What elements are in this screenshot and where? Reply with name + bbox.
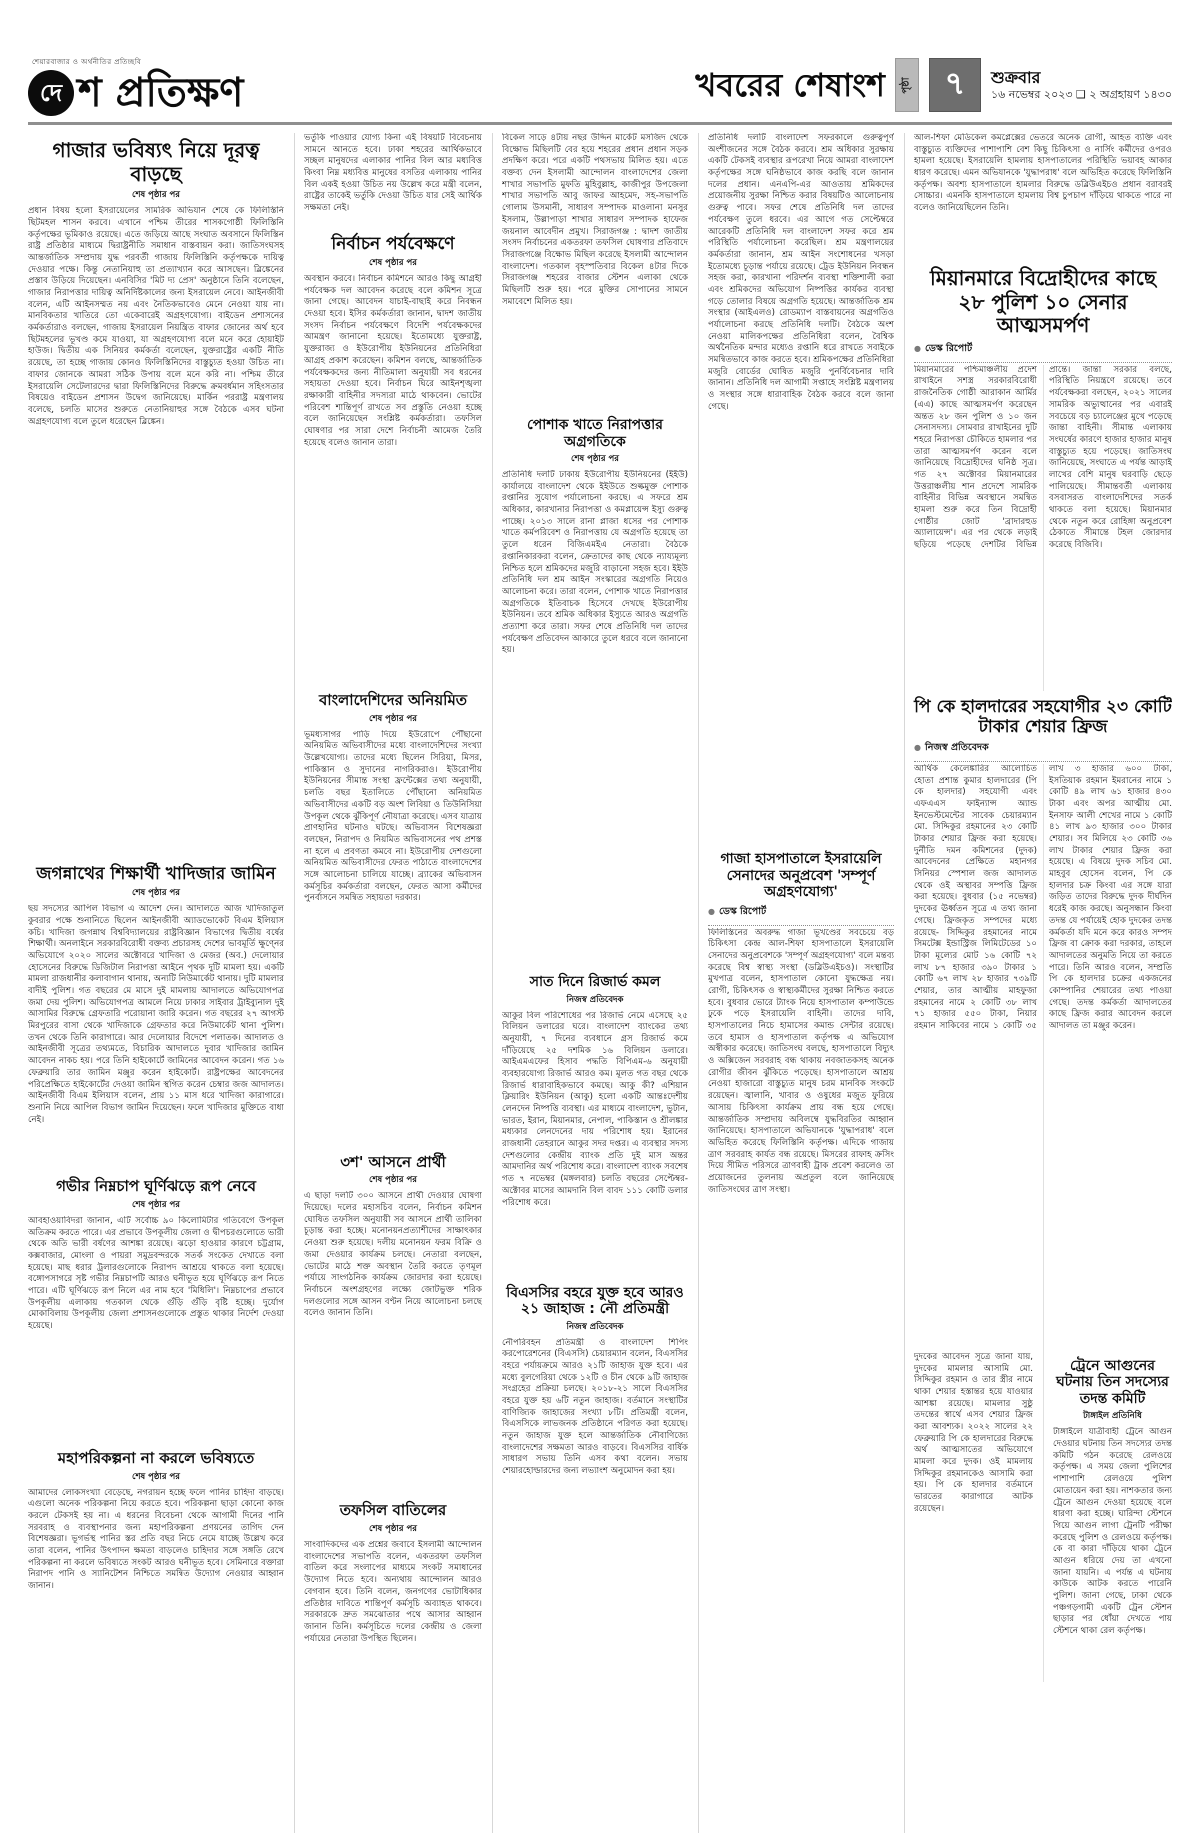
body-candidates-300: এ ছাড়া দলটি ৩০০ আসনে প্রার্থী দেওয়ার ঘোষণা দিয়েছে। দলের মহাসচিব বলেন, নির্বাচন কমিশন ঘোষিত তফসিল অনুযায়ী সব আসনে প্রার্থী তালিকা চূড়ান্ত করা হচ্ছে। মনোনয়নপ্রত্যাশীদের সাক্ষাৎকার নেওয়া শুরু হয়েছে। দলীয় মনোনয়ন ফরম বিক্রি ও জমা দেওয়ার কার্যক্রম চলছে। নেতারা বলছেন, ভোটের মাঠে শক্ত অবস্থান তৈরি করতে তৃণমূল পর্যায়ে সাংগঠনিক কার্যক্রম জোরদার করা হয়েছে। নির্বাচনে অংশগ্রহণের লক্ষ্যে জোটভুক্ত শরিক দলগুলোর সঙ্গে আসন বণ্টন নিয়ে আলোচনা চলছে বলেও জানান তিনি। (304, 1191, 482, 1319)
continued-label: শেষ পৃষ্ঠার পর (132, 888, 180, 899)
body-khadija: ছয় সদস্যের আপিল বিভাগ এ আদেশ দেন। আদালতে আজ খাদিজাতুল কুবরার পক্ষে শুনানিতে ছিলেন আইনজীবী অ্যাডভোকেট বিএম ইলিয়াস কচি। খাদিজা জগন্নাথ বিশ্ববিদ্যালয়ের রাষ্ট্রবিজ্ঞান বিভাগের দ্বিতীয় বর্ষের শিক্ষার্থী। অনলাইনে সরকারবিরোধী বক্তব্য প্রচারসহ দেশের ভাবমূর্তি ক্ষুণ্নের অভিযোগে ২০২০ সালের অক্টোবরে খাদিজা ও মেজর (অব.) দেলোয়ার হোসেনের বিরুদ্ধে ডিজিটাল নিরাপত্তা আইনে পৃথক দুটি মামলা হয়। একটি মামলা রাজধানীর কলাবাগান থানায়, অন্যটি নিউমার্কেট থানায়। দুটি মামলার বাদীই পুলিশ। গত বছরের মে মাসে দুই মামলায় আদালতে অভিযোগপত্র জমা দেয় পুলিশ। অভিযোগপত্র আমলে নিয়ে ঢাকার সাইবার ট্রাইব্যুনাল দুই আসামির বিরুদ্ধে গ্রেফতারি পরোয়ানা জারি করেন। গত বছরের ২৭ আগস্ট মিরপুরের বাসা থেকে খাদিজাকে গ্রেফতার করে নিউমার্কেট থানা পুলিশ। তখন থেকে তিনি কারাগারে। আর দেলোয়ার বিদেশে পলাতক। আদালত ও আইনজীবী সূত্রের তথ্যমতে, বিচারিক আদালতে দুবার খাদিজার জামিন আবেদন নাকচ হয়। পরে তিনি হাইকোর্টে জামিনের আবেদন করেন। গত ১৬ ফেব্রুয়ারি তার জামিন মঞ্জুর করেন হাইকোর্ট। রাষ্ট্রপক্ষের আবেদনের পরিপ্রেক্ষিতে হাইকোর্টের দেওয়া জামিন স্থগিত করেন চেম্বার জজ আদালত। আইনজীবী বিএম ইলিয়াস বলেন, প্রায় ১১ মাস ধরে খাদিজা কারাগারে। শুনানি নিয়ে আপিল বিভাগ জামিন দিয়েছেন। ফলে খাদিজার মুক্তিতে বাধা নেই। (28, 904, 284, 1125)
headline-garment-safety: পোশাক খাতে নিরাপত্তার অগ্রগতিকে (527, 417, 663, 450)
bullet-icon: ● (708, 906, 715, 916)
continued-label: শেষ পৃষ্ঠার পর (369, 713, 417, 724)
page-number-badge: ৭ (929, 58, 981, 112)
article-reserve-fell (502, 974, 688, 1279)
body-masterplan: আমাদের লোকসংখ্যা বেড়েছে, নগরায়ন হচ্ছে ফলে পানির চাহিদা বাড়ছে। এগুলো অনেক পরিকল্পনা নিয়ে করতে হবে। পরিকল্পনা ছাড়া কোনো কাজ করলে টেকসই হয় না। এ ধরনের বিবেচনা থেকে আগামী দিনের পানি সরবরাহ ও ব্যবস্থাপনার জন্য মহাপরিকল্পনা প্রণয়নের তাগিদ দেন বিশেষজ্ঞরা। ভূগর্ভস্থ পানির স্তর প্রতি বছর নিচে নেমে যাচ্ছে উল্লেখ করে তারা বলেন, পানির উৎপাদন ক্ষমতা বাড়লেও চাহিদার সঙ্গে সঙ্গতি রেখে পরিকল্পনা না করলে ভবিষ্যতে সংকট আরও ঘনীভূত হবে। সেমিনারে বক্তারা নিরাপদ পানি ও স্যানিটেশন নিশ্চিতে সমন্বিত উদ্যোগ নেওয়ার আহ্বান জানান। (28, 1487, 284, 1592)
article-gaza-future (28, 139, 284, 858)
column-2 (294, 133, 482, 1833)
article-candidates-300 (304, 1154, 482, 1497)
continued-label: শেষ পৃষ্ঠার পর (369, 1524, 417, 1535)
page-header (28, 6, 1172, 125)
headline-gaza-hospital: গাজা হাসপাতালে ইসরায়েলি সেনাদের অনুপ্রবেশ 'সম্পূর্ণ অগ্রহণযোগ্য' (720, 851, 882, 901)
headline-gaza-future: গাজার ভবিষ্যৎ নিয়ে দূরত্ব বাড়ছে (52, 138, 260, 186)
section-title: খবরের শেষাংশ (695, 66, 885, 104)
article-pk-haldar (914, 697, 1172, 1352)
column-3 (492, 133, 688, 1833)
continued-label: শেষ পৃষ্ঠার পর (132, 1199, 180, 1210)
headline-election-observe: নির্বাচন পর্যবেক্ষণে (331, 234, 455, 254)
continued-label: শেষ পৃষ্ঠার পর (132, 190, 180, 201)
continued-label: শেষ পৃষ্ঠার পর (571, 454, 619, 465)
body-pk-haldar: আর্থিক কেলেঙ্কারির আলোচিত হোতা প্রশান্ত কুমার হালদারের (পি কে হালদার) সহযোগী এবং এফএএস ফাইন্যান্স অ্যান্ড ইনভেস্টমেন্টের সাবেক চেয়ারম্যান মো. সিদ্দিকুর রহমানের ২৩ কোটি টাকার শেয়ার ফ্রিজ করা হয়েছে। দুর্নীতি দমন কমিশনের (দুদক) আবেদনের প্রেক্ষিতে মহানগর সিনিয়র স্পেশাল জজ আদালত থেকে ওই অস্থাবর সম্পত্তি ফ্রিজ করা হয়েছে। বুধবার (১৫ নভেম্বর) দুদকের ঊর্ধ্বতন সূত্রে এ তথ্য জানা গেছে। ফ্রিজকৃত সম্পদের মধ্যে রয়েছে- সিদ্দিকুর রহমানের নামে সিমটেক্স ইন্ডাস্ট্রিজ লিমিটেডের ১০ টাকা মূল্যের মোট ১৬ কোটি ৭২ লাখ ৮৭ হাজার ৩৯০ টাকার ১ কোটি ৬৭ লাখ ২৮ হাজার ৭৩৯টি শেয়ার, তার আত্মীয় মাহফুজা রহমানের নামে ২ কোটি ৩৮ লাখ ৭১ হাজার ৫৫০ টাকা, নিয়ার রহমান সাকিবের নামে ১ কোটি ৩৫ লাখ ৩ হাজার ৬০০ টাকা, ইসতিয়াক রহমান ইমরানের নামে ১ কোটি ৪৯ লাখ ৬১ হাজার ৪৩০ টাকা এবং অপর আত্মীয় মো. ইনসাফ আলী শেখের নামে ১ কোটি ৪১ লাখ ৯৩ হাজার ৩০০ টাকার শেয়ার। সব মিলিয়ে ২৩ কোটি ৩৬ লাখ টাকার শেয়ার ফ্রিজ করা হয়েছে। এ বিষয়ে দুদক সচিব মো. মাহবুব হোসেন বলেন, পি কে হালদার চক্র কিংবা এর সঙ্গে যারা জড়িত তাদের বিরুদ্ধে দুদক দীর্ঘদিন ধরেই কাজ করছে। অনুসন্ধান কিংবা তদন্ত যে পর্যায়েই হোক দুদকের তদন্ত কর্মকর্তা যদি মনে করে কারও সম্পদ ফ্রিজ বা ক্রোক করা দরকার, তাহলে আদালতের অনুমতি নিয়ে তা করতে পারে। তিনি আরও বলেন, সম্প্রতি পি কে হালদার চক্রের একজনের কোম্পানির শেয়ারের তথ্য পাওয়া গেছে। তদন্ত কর্মকর্তা আদালতের কাছে ফ্রিজ করার আবেদন করলে আদালত তা মঞ্জুর করেন। (914, 763, 1172, 1031)
continued-label: শেষ পৃষ্ঠার পর (132, 1471, 180, 1482)
article-bangladeshi-irregular (304, 692, 482, 1148)
article-gaza-hospital (708, 851, 894, 1780)
article-train-fire (1043, 1352, 1172, 1682)
masthead-text: শ প্রতিক্ষণ (78, 70, 244, 116)
headline-train-fire: ট্রেনে আগুনের ঘটনায় তিন সদস্যের তদন্ত কমিটি (1056, 1357, 1169, 1407)
column-5-bottom-row (914, 1352, 1172, 1682)
masthead-block (28, 56, 244, 116)
dateline: ১৬ নভেম্বর ২০২৩ ❑ ২ অগ্রহায়ণ ১৪৩০ (990, 88, 1172, 102)
body-col2-top: ভর্তুকি পাওয়ার যোগ্য কিনা এই বিষয়টি বিবেচনায় সামনে আনতে হবে। ঢাকা শহরের আর্থিকভাবে সচ্ছল মানুষদের এলাকার পানির বিল আর মধ্যবিত্ত কিংবা নিম্ন মধ্যবিত্ত মানুষের বসতির এলাকায় পানির বিল একই হওয়া উচিত নয় উল্লেখ করে মন্ত্রী বলেন, রাষ্ট্রের তাকেই ভর্তুকি দেওয়া উচিত যার সেই আর্থিক সক্ষমতা নেই। (304, 133, 482, 214)
body-col3-top: বিকেল সাড়ে ৪টায় নছর উদ্দিন মার্কেট মসজিদ থেকে বিক্ষোভ মিছিলটি বের হয়ে শহরের প্রধান প্রধান সড়ক প্রদক্ষিণ করে। পরে একটি পথসভায় মিলিত হয়। এতে বক্তব্য দেন ইসলামী আন্দোলন বাংলাদেশের জেলা শাখার সভাপতি মুফতি মুহিবুল্লাহ, কাজীপুর উপজেলা শাখার সভাপতি আবু জাফর আহমেদ, সহ-সভাপতি গোলাম উসমানী, সাধারণ সম্পাদক মাওলানা মনসুর ইসলাম, উল্লাপাড়া শাখার সাধারণ সম্পাদক হাফেজ জয়নাল আবেদীন প্রমুখ। সিরাজগঞ্জ : দ্বাদশ জাতীয় সংসদ নির্বাচনের একতরফা তফসিল ঘোষণার প্রতিবাদে সিরাজগঞ্জে বিক্ষোভ মিছিল করেছে ইসলামী আন্দোলন বাংলাদেশ। গতকাল বৃহস্পতিবার বিকেল ৪টার দিকে সিরাজগঞ্জ শহরের বাজার স্টেশন এলাকা থেকে মিছিলটি শুরু হয়। পরে মুক্তির সোপানের সামনে সমাবেশে মিলিত হয়। (502, 133, 688, 307)
body-myanmar-surrender: মিয়ানমারের পশ্চিমাঞ্চলীয় প্রদেশ রাখাইনে সশস্ত্র সরকারবিরোধী রাজনৈতিক গোষ্ঠী আরাকান আর্মির (এএ) কাছে আত্মসমর্পণ করেছেন অন্তত ২৮ জন পুলিশ ও ১০ জন সেনাসদস্য। সোমবার রাখাইনের দুটি শহরে নিরাপত্তা চৌকিতে হামলার পর তারা আত্মসমর্পণ করেন বলে জানিয়েছে বিদ্রোহীদের ঘনিষ্ঠ সূত্র। গত ২৭ অক্টোবর মিয়ানমারের উত্তরাঞ্চলীয় শান প্রদেশে সামরিক বাহিনীর বিভিন্ন অবস্থানে সমন্বিত হামলা শুরু করে তিন বিদ্রোহী গোষ্ঠীর জোট 'ব্রাদারহুড অ্যালায়েন্স'। এর পর থেকে লড়াই ছড়িয়ে পড়েছে দেশটির বিভিন্ন প্রান্তে। জান্তা সরকার বলছে, পরিস্থিতি নিয়ন্ত্রণে রয়েছে। তবে পর্যবেক্ষকরা বলছেন, ২০২১ সালের সামরিক অভ্যুত্থানের পর এবারই সবচেয়ে বড় চ্যালেঞ্জের মুখে পড়েছে জান্তা বাহিনী। সীমান্ত এলাকায় সংঘর্ষের কারণে হাজার হাজার মানুষ বাস্তুচ্যুত হয়ে পড়েছে। জাতিসংঘ জানিয়েছে, সংঘাতে এ পর্যন্ত আড়াই লাখের বেশি মানুষ ঘরবাড়ি ছেড়ে পালিয়েছে। সীমান্তবর্তী এলাকায় বসবাসরত বাংলাদেশিদের সতর্ক থাকতে বলা হয়েছে। মিয়ানমার থেকে নতুন করে রোহিঙ্গা অনুপ্রবেশ ঠেকাতে সীমান্তে টহল জোরদার করেছে বিজিবি। (914, 364, 1172, 551)
content-columns (28, 133, 1172, 1833)
headline-reserve-fell: সাত দিনে রিজার্ভ কমল (529, 974, 661, 991)
byline-text: ডেস্ক রিপোর্ট (924, 342, 973, 354)
article-cyclone (28, 1178, 284, 1444)
byline-gaza-hospital (708, 905, 894, 926)
article-garment-safety (502, 417, 688, 968)
byline-reserve-fell: নিজস্ব প্রতিবেদক (566, 994, 624, 1005)
masthead (28, 70, 244, 116)
byline-myanmar-surrender (914, 342, 1172, 363)
byline-bsc-ships: নিজস্ব প্রতিবেদক (566, 1321, 624, 1332)
headline-bangladeshi-irregular: বাংলাদেশিদের অনিয়মিত (318, 691, 468, 710)
bullet-icon: ● (914, 742, 921, 752)
column-5 (904, 133, 1172, 1833)
article-bsc-ships (502, 1285, 688, 1730)
masthead-tagline: শেয়ারবাজার ও অর্থনীতির প্রতিচ্ছবি (32, 58, 142, 66)
column-4 (698, 133, 894, 1833)
headline-candidates-300: ৩শ' আসনে প্রার্থী (340, 1152, 446, 1171)
headline-cyclone: গভীর নিম্নচাপ ঘূর্ণিঝড়ে রূপ নেবে (56, 1177, 256, 1196)
body-garment-safety: প্রতিনিধি দলটি ঢাকায় ইউরোপীয় ইউনিয়নের (ইইউ) কার্যালয়ে বাংলাদেশ থেকে ইইউতে শুল্কমুক্ত পোশাক রপ্তানির সুযোগ পর্যালোচনা করছে। এ সফরে শ্রম অধিকার, কারখানার নিরাপত্তা ও কমপ্লায়েন্স ইস্যু গুরুত্ব পাচ্ছে। ২০১৩ সালে রানা প্লাজা ধসের পর পোশাক খাতে কর্মপরিবেশ ও নিরাপত্তায় যে অগ্রগতি হয়েছে তা তুলে ধরেন বিজিএমইএ নেতারা। বৈঠকে রপ্তানিকারকরা বলেন, ক্রেতাদের কাছ থেকে ন্যায্যমূল্য নিশ্চিত হলে শ্রমিকদের মজুরি বাড়ানো সহজ হবে। ইইউ প্রতিনিধি দল শ্রম আইন সংস্কারের অগ্রগতি নিয়েও আলোচনা করে। তারা বলেন, পোশাক খাতে নিরাপত্তার অগ্রগতিকে ইতিবাচক হিসেবে দেখছে ইউরোপীয় ইউনিয়ন। তবে শ্রমিক অধিকার ইস্যুতে আরও অগ্রগতি প্রত্যাশা করে তারা। সফর শেষে প্রতিনিধি দল তাদের পর্যবেক্ষণ প্রতিবেদন আকারে তুলে ধরবে বলে জানানো হয়। (502, 470, 688, 656)
body-schedule-cancel: সাংবাদিকদের এক প্রশ্নের জবাবে ইসলামী আন্দোলন বাংলাদেশের সভাপতি বলেন, একতরফা তফসিল বাতিল করে সংলাপের মাধ্যমে সংকট সমাধানের উদ্যোগ নিতে হবে। অন্যথায় আন্দোলন আরও বেগবান হবে। তিনি বলেন, জনগণের ভোটাধিকার প্রতিষ্ঠার দাবিতে শান্তিপূর্ণ কর্মসূচি অব্যাহত থাকবে। সরকারকে দ্রুত সমঝোতার পথে আসার আহ্বান জানান তিনি। কর্মসূচিতে দলের কেন্দ্রীয় ও জেলা পর্যায়ের নেতারা উপস্থিত ছিলেন। (304, 1540, 482, 1644)
headline-masterplan: মহাপরিকল্পনা না করলে ভবিষ্যতে (57, 1448, 255, 1467)
article-election-observe (304, 234, 482, 686)
headline-schedule-cancel: তফসিল বাতিলের (339, 1501, 447, 1520)
byline-text: নিজস্ব প্রতিবেদক (924, 741, 989, 753)
headline-bsc-ships: বিএসসির বহরে যুক্ত হবে আরও ২১ জাহাজ : নৌ প্রতিমন্ত্রী (506, 1284, 684, 1318)
body-cyclone: আবহাওয়াবিদরা জানান, এটি সর্বোচ্চ ৯০ কিলোমিটার গতিবেগে উপকূল অতিক্রম করতে পারে। এর প্রভাবে উপকূলীয় জেলা ও দ্বীপচরগুলোতে ভারী থেকে অতি ভারী বর্ষণের আশঙ্কা রয়েছে। ঝড়ো হাওয়ার কারণে চট্টগ্রাম, কক্সবাজার, মোংলা ও পায়রা সমুদ্রবন্দরকে সতর্ক সংকেত দেখাতে বলা হয়েছে। মাছ ধরার ট্রলারগুলোকে নিরাপদ আশ্রয়ে থাকতে বলা হয়েছে। বঙ্গোপসাগরে সৃষ্ট গভীর নিম্নচাপটি আরও ঘনীভূত হয়ে ঘূর্ণিঝড়ে রূপ নিতে পারে। এটি ঘূর্ণিঝড়ে রূপ নিলে এর নাম হবে 'মিধিলি'। নিম্নচাপের প্রভাবে উপকূলীয় এলাকায় গতকাল থেকে গুঁড়ি গুঁড়ি বৃষ্টি হচ্ছে। দুর্যোগ মোকাবিলায় উপকূলীয় জেলা প্রশাসনগুলোকে প্রস্তুত থাকার নির্দেশ দেওয়া হয়েছে। (28, 1215, 284, 1332)
continued-label: শেষ পৃষ্ঠার পর (369, 258, 417, 269)
body-gaza-future: প্রধান বিষয় হলো ইসরায়েলের সামরিক অভিযান শেষে কে ফিলিস্তিনি ছিটমহল শাসন করবে। এখানে পশ্চিম তীরের শাসকগোষ্ঠী ফিলিস্তিনি কর্তৃপক্ষের ভূমিকাও রয়েছে। এতে জড়িয়ে আছে সংঘাত অবসানে ফিলিস্তিন রাষ্ট্র প্রতিষ্ঠার মাধ্যমে দ্বিরাষ্ট্রনীতি সমাধান বাস্তবায়ন করা। জাতিসংঘসহ আন্তর্জাতিক সম্প্রদায় যুদ্ধ পরবর্তী গাজায় ফিলিস্তিনি কর্তৃপক্ষকে দায়িত্ব দেওয়ার পক্ষে। কিন্তু নেতানিয়াহু তা প্রত্যাখ্যান করে আসছেন। ব্লিঙ্কেনের প্রস্তাব উড়িয়ে দিয়েছেন। এনবিসির 'মিট দ্য প্রেস' অনুষ্ঠানে তিনি বলেছেন, গাজার নিরাপত্তার দায়িত্ব অনির্দিষ্টকালের জন্য ইসরায়েল নেবে। আইনজীবী বলেন, এটি আইনসম্মত নয় এবং নৈতিকভাবেও মেনে নেওয়া যায় না। মানবিকতার খাতিরে তো একেবারেই অগ্রহণযোগ্য। বাইডেন প্রশাসনের কর্মকর্তারাও বলছেন, গাজায় ইসরায়েল নিয়ন্ত্রিত বাফার জোনের অর্থ হবে ছিটমহলের ভূখণ্ড কমে যাওয়া, যা অগ্রহণযোগ্য বলে মনে করে হোয়াইট হাউজ। দ্বিতীয় এক সিনিয়র কর্মকর্তা বলেছেন, যুক্তরাষ্ট্রের একটি নীতি রয়েছে, তা হচ্ছে গাজায় কোনও ফিলিস্তিনিদের বাস্তুচ্যুত হওয়া উচিত না। বাফার জোনকে আমরা সঠিক উপায় বলে মনে করি না। পশ্চিম তীরে ইসরায়েলি সেটেলারদের দ্বারা ফিলিস্তিনিদের বিরুদ্ধে ক্রমবর্ধমান সহিংসতার বিষয়েও বাইডেন প্রশাসন উদ্বেগ জানিয়েছে। মার্কিন পররাষ্ট্র মন্ত্রণালয় বলেছে, চলতি মাসের শুরুতে নেতানিয়াহুর সঙ্গে বৈঠকে এসব ঘটনা অগ্রহণযোগ্য বলে তুলে ধরেছেন ব্লিঙ্কেন। (28, 206, 284, 427)
body-bangladeshi-irregular: ভূমধ্যসাগর পাড়ি দিয়ে ইউরোপে পৌঁছানো অনিয়মিত অভিবাসীদের মধ্যে বাংলাদেশিদের সংখ্যা উল্লেখযোগ্য। তাদের মধ্যে ছিলেন সিরিয়া, মিসর, পাকিস্তান ও সুদানের নাগরিকরাও। ইউরোপীয় ইউনিয়নের সীমান্ত সংস্থা ফ্রন্টেক্সের তথ্য অনুযায়ী, চলতি বছর ইতালিতে পৌঁছানো অনিয়মিত অভিবাসীদের একটি বড় অংশ লিবিয়া ও তিউনিসিয়া উপকূল থেকে ঝুঁকিপূর্ণ নৌযাত্রা করেছে। এসব যাত্রায় প্রাণহানির ঘটনাও ঘটছে। অভিবাসন বিশেষজ্ঞরা বলছেন, নিরাপদ ও নিয়মিত অভিবাসনের পথ প্রশস্ত না হলে এ প্রবণতা কমবে না। ইউরোপীয় দেশগুলো অনিয়মিত অভিবাসীদের ফেরত পাঠাতে বাংলাদেশের সঙ্গে আলোচনা চালিয়ে যাচ্ছে। ব্র্যাকের অভিবাসন কর্মসূচির কর্মকর্তারা বলছেন, ফেরত আসা কর্মীদের পুনর্বাসনে সমন্বিত সহায়তা দরকার। (304, 729, 482, 904)
byline-train-fire: টাঙ্গাইল প্রতিনিধি (1083, 1411, 1142, 1422)
article-myanmar-surrender (914, 267, 1172, 691)
byline-pk-haldar (914, 741, 1172, 762)
body-col4-top: প্রতিনিধি দলটি বাংলাদেশ সফরকালে গুরুত্বপূর্ণ অংশীজনের সঙ্গে বৈঠক করবে। শ্রম অধিকার সুরক্ষায় একটি টেকসই ব্যবস্থার রূপরেখা নিয়ে আমরা বাংলাদেশ কর্তৃপক্ষের সঙ্গে ঘনিষ্ঠভাবে কাজ করছি বলে জানান দলের প্রধান। এনএপি-এর আওতায় শ্রমিকদের প্রয়োজনীয় সুরক্ষা নিশ্চিত করার বিষয়টিও আলোচনায় গুরুত্ব পাবে। সফর শেষে প্রতিনিধি দল তাদের পর্যবেক্ষণ তুলে ধরবে। এর আগে গত সেপ্টেম্বরে আরেকটি প্রতিনিধি দল বাংলাদেশ সফর করে শ্রম পরিস্থিতি পর্যালোচনা করেছিল। শ্রম মন্ত্রণালয়ের কর্মকর্তারা জানান, শ্রম আইন সংশোধনের খসড়া ইতোমধ্যে চূড়ান্ত পর্যায়ে রয়েছে। ট্রেড ইউনিয়ন নিবন্ধন সহজ করা, কারখানা পরিদর্শন ব্যবস্থা শক্তিশালী করা এবং শ্রমিকদের অভিযোগ নিষ্পত্তির কার্যকর ব্যবস্থা গড়ে তোলার বিষয়ে অগ্রগতি হয়েছে। আন্তর্জাতিক শ্রম সংস্থার (আইএলও) রোডম্যাপ বাস্তবায়নের অগ্রগতিও পর্যালোচনা করছে প্রতিনিধি দলটি। বৈঠকে অংশ নেওয়া মালিকপক্ষের প্রতিনিধিরা বলেন, বৈশ্বিক অর্থনৈতিক মন্দার মধ্যেও রপ্তানি ধরে রাখতে সবাইকে সমন্বিতভাবে কাজ করতে হবে। শ্রমিকপক্ষের প্রতিনিধিরা মজুরি বোর্ডের ঘোষিত মজুরি পুনর্বিবেচনার দাবি জানান। প্রতিনিধি দল আগামী সপ্তাহে সংশ্লিষ্ট মন্ত্রণালয় ও সংস্থার সঙ্গে ধারাবাহিক বৈঠক করবে বলে জানা গেছে। (708, 133, 894, 412)
article-schedule-cancel (304, 1502, 482, 1730)
weekday: শুক্রবার (990, 68, 1041, 88)
article-khadija (28, 864, 284, 1172)
page-word-box (895, 58, 919, 112)
body-pk-haldar-continued: দুদকের আবেদন সূত্রে জানা যায়, দুদকের মামলার আসামি মো. সিদ্দিকুর রহমান ও তার স্ত্রীর নামে থাকা শেয়ার হস্তান্তর হয়ে যাওয়ার আশঙ্কা রয়েছে। মামলার সুষ্ঠু তদন্তের স্বার্থে এসব শেয়ার ফ্রিজ করা আবশ্যক। ২০২২ সালের ২২ ফেব্রুয়ারি পি কে হালদারের বিরুদ্ধে অর্থ আত্মসাতের অভিযোগে মামলা করে দুদক। ওই মামলায় সিদ্দিকুর রহমানকেও আসামি করা হয়। পি কে হালদার বর্তমানে ভারতের কারাগারে আটক রয়েছেন। (914, 1351, 1033, 1514)
page-word: পৃষ্ঠা (900, 76, 912, 94)
body-reserve-fell: আকুর বিল পরিশোধের পর রিজার্ভ নেমে এসেছে ২৫ বিলিয়ন ডলারের ঘরে। বাংলাদেশ ব্যাংকের তথ্য অনুযায়ী, ৭ দিনের ব্যবধানে গ্রস রিজার্ভ কমে দাঁড়িয়েছে ২৫ দশমিক ১৬ বিলিয়ন ডলারে। আইএমএফের হিসাব পদ্ধতি বিপিএম-৬ অনুযায়ী ব্যবহারযোগ্য রিজার্ভ আরও কম। মূলত গত বছর থেকে রিজার্ভ ধারাবাহিকভাবে কমছে। আকু কী? এশিয়ান ক্লিয়ারিং ইউনিয়ন (আকু) হলো একটি আন্তঃদেশীয় লেনদেন নিষ্পত্তি ব্যবস্থা। এর মাধ্যমে বাংলাদেশ, ভুটান, ভারত, ইরান, মিয়ানমার, নেপাল, পাকিস্তান ও শ্রীলঙ্কার মধ্যকার লেনদেনের দায় পরিশোধ হয়। ইরানের রাজধানী তেহরানে আকুর সদর দপ্তর। এ ব্যবস্থার সদস্য দেশগুলোর কেন্দ্রীয় ব্যাংক প্রতি দুই মাস অন্তর আমদানির অর্থ পরিশোধ করে। বাংলাদেশ ব্যাংক সবশেষ গত ৭ নভেম্বর (মঙ্গলবার) চলতি বছরের সেপ্টেম্বর-অক্টোবর মাসের আমদানি বিল বাবদ ১১১ কোটি ডলার পরিশোধ করে। (502, 1010, 688, 1208)
headline-myanmar-surrender: মিয়ানমারে বিদ্রোহীদের কাছে ২৮ পুলিশ ১০ সেনার আত্মসমর্পণ (930, 266, 1156, 338)
headline-khadija: জগন্নাথের শিক্ষার্থী খাদিজার জামিন (36, 864, 276, 885)
masthead-logo-icon: দে (28, 70, 74, 116)
body-bsc-ships: নৌপরিবহন প্রতিমন্ত্রী ও বাংলাদেশ শিপিং করপোরেশনের (বিএসসি) চেয়ারম্যান বলেন, বিএসসির বহরে পর্যায়ক্রমে আরও ২১টি জাহাজ যুক্ত হবে। এর মধ্যে বুলগেরিয়া থেকে ১২টি ও চীন থেকে ৯টি জাহাজ সংগ্রহের প্রক্রিয়া চলছে। ২০১৮-২১ সালে বিএসসির বহরে যুক্ত হয় ৬টি নতুন জাহাজ। বর্তমানে সংস্থাটির বাণিজ্যিক জাহাজের সংখ্যা ৮টি। প্রতিমন্ত্রী বলেন, বিএসসিকে লাভজনক প্রতিষ্ঠানে পরিণত করা হয়েছে। নতুন জাহাজ যুক্ত হলে আন্তর্জাতিক নৌবাণিজ্যে বাংলাদেশের সক্ষমতা আরও বাড়বে। বিএসসির বার্ষিক সাধারণ সভায় তিনি এসব কথা বলেন। সভায় শেয়ারহোল্ডারদের জন্য লভ্যাংশ অনুমোদন করা হয়। (502, 1337, 688, 1477)
byline-text: ডেস্ক রিপোর্ট (718, 905, 767, 917)
column-1 (28, 133, 284, 1833)
body-election-observe: অবস্থান করবে। নির্বাচন কমিশনে আরও কিছু আগ্রহী পর্যবেক্ষক দল আবেদন করেছে বলে কমিশন সূত্রে জানা গেছে। আবেদন যাচাই-বাছাই করে নিবন্ধন দেওয়া হবে। ইসির কর্মকর্তারা জানান, দ্বাদশ জাতীয় সংসদ নির্বাচন পর্যবেক্ষণে বিদেশি পর্যবেক্ষকদের আমন্ত্রণ জানানো হয়েছে। ইতোমধ্যে যুক্তরাষ্ট্র, যুক্তরাজ্য ও ইউরোপীয় ইউনিয়নের প্রতিনিধিরা আগ্রহ প্রকাশ করেছেন। কমিশন বলছে, আন্তর্জাতিক পর্যবেক্ষকদের জন্য নীতিমালা অনুযায়ী সব ধরনের সহায়তা দেওয়া হবে। নির্বাচন ঘিরে আইনশৃঙ্খলা রক্ষাকারী বাহিনীর সদস্যরা মাঠে থাকবেন। ভোটের পরিবেশ শান্তিপূর্ণ রাখতে সব প্রস্তুতি নেওয়া হচ্ছে বলে জানিয়েছেন সংশ্লিষ্ট কর্মকর্তারা। তফসিল ঘোষণার পর সারা দেশে নির্বাচনী আমেজ তৈরি হয়েছে বলেও জানান তারা। (304, 274, 482, 448)
body-train-fire: টাঙ্গাইলে যাত্রীবাহী ট্রেনে আগুন দেওয়ার ঘটনায় তিন সদস্যের তদন্ত কমিটি গঠন করেছে রেলওয়ে কর্তৃপক্ষ। এ সময় জেলা পুলিশের পাশাপাশি রেলওয়ে পুলিশ মোতায়েন করা হয়। নাশকতার জন্য ট্রেনে আগুন দেওয়া হয়েছে বলে ধারণা করা হচ্ছে। ঘারিন্দা স্টেশনে গিয়ে আগুন লাগা ট্রেনটি পরীক্ষা করেছে পুলিশ ও রেলওয়ে কর্তৃপক্ষ। কে বা কারা দাঁড়িয়ে থাকা ট্রেনে আগুন ধরিয়ে দেয় তা এখনো জানা যায়নি। এ পর্যন্ত এ ঘটনায় কাউকে আটক করতে পারেনি পুলিশ। জানা গেছে, ঢাকা থেকে পঞ্চগড়গামী একটি ট্রেন স্টেশন ছাড়ার পর ধোঁয়া দেখতে পায় স্টেশনে থাকা রেল কর্তৃপক্ষ। (1053, 1427, 1172, 1637)
body-gaza-hospital: ফিলিস্তিনের অবরুদ্ধ গাজা ভূখণ্ডের সবচেয়ে বড় চিকিৎসা কেন্দ্র আল-শিফা হাসপাতালে ইসরায়েলি সেনাদের অনুপ্রবেশকে 'সম্পূর্ণ অগ্রহণযোগ্য' বলে মন্তব্য করেছে বিশ্ব স্বাস্থ্য সংস্থা (ডব্লিউএইচও)। সংস্থাটির মুখপাত্র বলেন, হাসপাতাল কোনো যুদ্ধক্ষেত্র নয়। রোগী, চিকিৎসক ও স্বাস্থ্যকর্মীদের সুরক্ষা নিশ্চিত করতে হবে। বুধবার ভোরে ট্যাংক নিয়ে হাসপাতাল কম্পাউন্ডে ঢুকে পড়ে ইসরায়েলি বাহিনী। তাদের দাবি, হাসপাতালের নিচে হামাসের কমান্ড সেন্টার রয়েছে। তবে হামাস ও হাসপাতাল কর্তৃপক্ষ এ অভিযোগ অস্বীকার করেছে। জাতিসংঘ বলছে, হাসপাতালে বিদ্যুৎ ও অক্সিজেন সরবরাহ বন্ধ থাকায় নবজাতকসহ অনেক রোগীর জীবন ঝুঁকিতে পড়েছে। হাসপাতালে আশ্রয় নেওয়া হাজারো বাস্তুচ্যুত মানুষ চরম মানবিক সংকটে রয়েছেন। জ্বালানি, খাবার ও ওষুধের মজুত ফুরিয়ে আসায় চিকিৎসা কার্যক্রম প্রায় বন্ধ হয়ে গেছে। আন্তর্জাতিক সম্প্রদায় অবিলম্বে যুদ্ধবিরতির আহ্বান জানিয়েছে। হাসপাতালে অভিযানকে 'যুদ্ধাপরাধ' বলে অভিহিত করেছে ফিলিস্তিনি কর্তৃপক্ষ। এদিকে গাজায় ত্রাণ সরবরাহ কার্যত বন্ধ রয়েছে। মিসরের রাফাহ ক্রসিং দিয়ে সীমিত পরিসরে ত্রাণবাহী ট্রাক প্রবেশ করলেও তা প্রয়োজনের তুলনায় অপ্রতুল বলে জানিয়েছে জাতিসংঘের ত্রাণ সংস্থা। (708, 927, 894, 1195)
header-right (695, 58, 1172, 116)
article-masterplan (28, 1450, 284, 1688)
headline-pk-haldar: পি কে হালদারের সহযোগীর ২৩ কোটি টাকার শেয়ার ফ্রিজ (914, 696, 1172, 737)
continued-label: শেষ পৃষ্ঠার পর (369, 1175, 417, 1186)
body-col5-top: আল-শিফা মেডিকেল কমপ্লেক্সের ভেতরে অনেক রোগী, আহত ব্যক্তি এবং বাস্তুচ্যুত ব্যক্তিদের পাশাপাশি বেশ কিছু চিকিৎসা ও নার্সিং কর্মীদের ওপরও হামলা হয়েছে। ইসরায়েলি হামলায় হাসপাতালের পরিস্থিতি ভয়াবহ আকার ধারণ করেছে। এমন অভিযানকে 'যুদ্ধাপরাধ' বলে অভিহিত করেছে ফিলিস্তিনি কর্তৃপক্ষ। অবশ্য হাসপাতালে হামলার বিরুদ্ধে ডব্লিউএইচও প্রধান বরাবরই সোচ্চার। এমনকি হাসপাতালে হামলায় বিশ্ব চুপচাপ দাঁড়িয়ে থাকতে পারে না বলেও জানিয়েছিলেন তিনি। (914, 133, 1172, 214)
date-block (991, 68, 1172, 102)
bullet-icon: ● (914, 343, 921, 353)
